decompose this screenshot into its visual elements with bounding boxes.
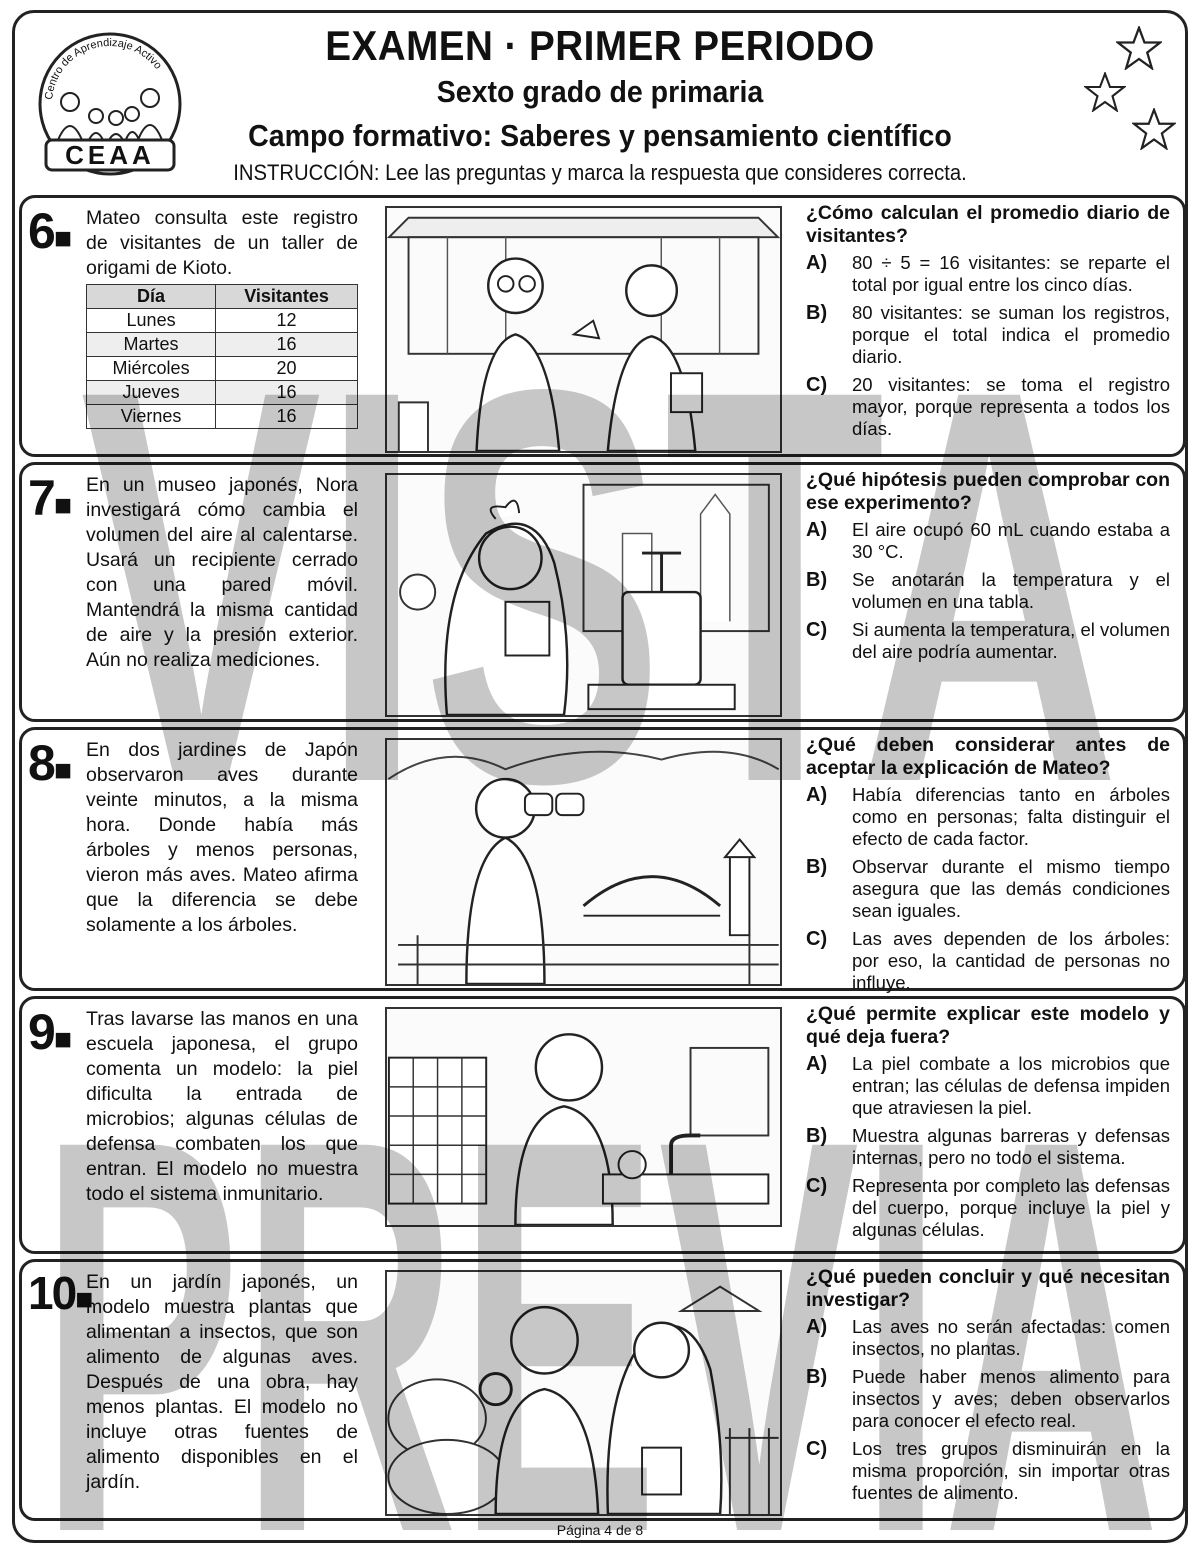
option-b[interactable]: B) Observar durante el mismo tiempo asegura que las demás condiciones sean iguales. (806, 856, 1170, 921)
table-row: Martes 16 (87, 333, 358, 357)
exam-instruction: INSTRUCCIÓN: Lee las preguntas y marca la respuesta que consideres correcta. (233, 160, 967, 185)
question-stem: En un jardín japonés, un modelo muestra plantas que alimentan a insectos, que son alimento de algunas aves. Después de una obra, hay menos plantas. El modelo no incluye otras fuentes de alimento disponibles en el jardín. (86, 1271, 358, 1493)
exam-header (0, 0, 1200, 192)
answer-area (806, 469, 1170, 669)
question-10 (19, 1259, 1186, 1521)
logo-label: CEAA (65, 140, 155, 170)
svg-text:Centro de Aprendizaje Activo: Centro de Aprendizaje Activo (43, 36, 164, 101)
option-a[interactable]: A) 80 ÷ 5 = 16 visitantes: se reparte el total por igual entre los cinco días. (806, 252, 1170, 295)
question-prompt: ¿Qué hipótesis pueden comprobar con ese experimento? (806, 469, 1170, 514)
page-number: Página 4 de 8 (556, 1522, 644, 1538)
illustration-garden (385, 738, 782, 986)
illustration-museum (385, 473, 782, 717)
question-prompt: ¿Cómo calculan el promedio diario de visitantes? (806, 202, 1170, 247)
star-icon (1132, 108, 1176, 150)
star-icon (1116, 26, 1162, 70)
option-c[interactable]: C) Si aumenta la temperatura, el volumen del aire podría aumentar. (806, 619, 1170, 662)
question-number: 9■ (28, 1004, 70, 1060)
question-7 (19, 462, 1186, 722)
option-c[interactable]: C) Los tres grupos disminuirán en la misma proporción, sin importar otras fuentes de alimento. (806, 1438, 1170, 1503)
option-a[interactable]: A) El aire ocupó 60 mL cuando estaba a 30 °C. (806, 519, 1170, 562)
question-stem: En dos jardines de Japón observaron aves durante veinte minutos, a la misma hora. Donde había más árboles y menos personas, vieron más aves. Mateo afirma que la diferencia se debe solamente a los árboles. (86, 739, 358, 936)
option-a[interactable]: A) Había diferencias tanto en árboles como en personas; falta distinguir el efecto de cada factor. (806, 784, 1170, 849)
option-b[interactable]: B) Muestra algunas barreras y defensas internas, pero no todo el sistema. (806, 1125, 1170, 1168)
question-stem: Mateo consulta este registro de visitantes de un taller de origami de Kioto. (86, 207, 358, 279)
question-6 (19, 195, 1186, 457)
option-a[interactable]: A) Las aves no serán afectadas: comen insectos, no plantas. (806, 1316, 1170, 1359)
question-8 (19, 727, 1186, 991)
question-number: 10■ (28, 1267, 92, 1319)
illustration-handwashing (385, 1007, 782, 1227)
question-number: 6■ (28, 203, 70, 259)
option-b[interactable]: B) Se anotarán la temperatura y el volumen en una tabla. (806, 569, 1170, 612)
illustration-origami (385, 206, 782, 453)
option-c[interactable]: C) Las aves dependen de los árboles: por eso, la cantidad de personas no influye. (806, 928, 1170, 993)
answer-area (806, 734, 1170, 1000)
watermark-line-1: VISTA (80, 273, 1120, 899)
answer-area (806, 1266, 1170, 1510)
question-9 (19, 996, 1186, 1254)
illustration-japanese-garden (385, 1270, 782, 1516)
question-number: 8■ (28, 735, 70, 791)
table-row: Lunes 12 (87, 309, 358, 333)
option-a[interactable]: A) La piel combate a los microbios que entran; las células de defensa impiden que atraviesen la piel. (806, 1053, 1170, 1118)
answer-area (806, 1003, 1170, 1247)
question-number: 7■ (28, 470, 70, 526)
table-row: Viernes 16 (87, 405, 358, 429)
option-b[interactable]: B) 80 visitantes: se suman los registros, porque el total indica el promedio diario. (806, 302, 1170, 367)
star-icon (1084, 72, 1126, 112)
option-b[interactable]: B) Puede haber menos alimento para insectos y aves; deben observarlos para conocer el efecto real. (806, 1366, 1170, 1431)
table-row: Jueves 16 (87, 381, 358, 405)
exam-field: Campo formativo: Saberes y pensamiento científico (248, 118, 952, 153)
table-row: Miércoles 20 (87, 357, 358, 381)
answer-area (806, 202, 1170, 446)
exam-title: EXAMEN · PRIMER PERIODO (325, 22, 875, 69)
question-prompt: ¿Qué deben considerar antes de aceptar la explicación de Mateo? (806, 734, 1170, 779)
question-stem: En un museo japonés, Nora investigará cómo cambia el volumen del aire al calentarse. Usará un recipiente cerrado con una pared móvil. Mantendrá la misma cantidad de aire y la presión exterior. Aún no realiza mediciones. (86, 474, 358, 671)
exam-grade: Sexto grado de primaria (436, 74, 764, 109)
visitors-table: Día Visitantes Lunes 12 Martes 16 Miércoles 20 Jueves 16 Viernes 16 (86, 284, 358, 429)
option-c[interactable]: C) Representa por completo las defensas del cuerpo, porque incluye la piel y algunas células. (806, 1175, 1170, 1240)
option-c[interactable]: C) 20 visitantes: se toma el registro mayor, porque representa a todos los días. (806, 374, 1170, 439)
watermark-line-2: PREVIA (40, 1023, 1160, 1553)
question-prompt: ¿Qué pueden concluir y qué necesitan investigar? (806, 1266, 1170, 1311)
question-stem: Tras lavarse las manos en una escuela japonesa, el grupo comenta un modelo: la piel dificulta la entrada de microbios; algunas células de defensa combaten los que entran. El modelo no muestra todo el sistema inmunitario. (86, 1008, 358, 1205)
question-prompt: ¿Qué permite explicar este modelo y qué deja fuera? (806, 1003, 1170, 1048)
